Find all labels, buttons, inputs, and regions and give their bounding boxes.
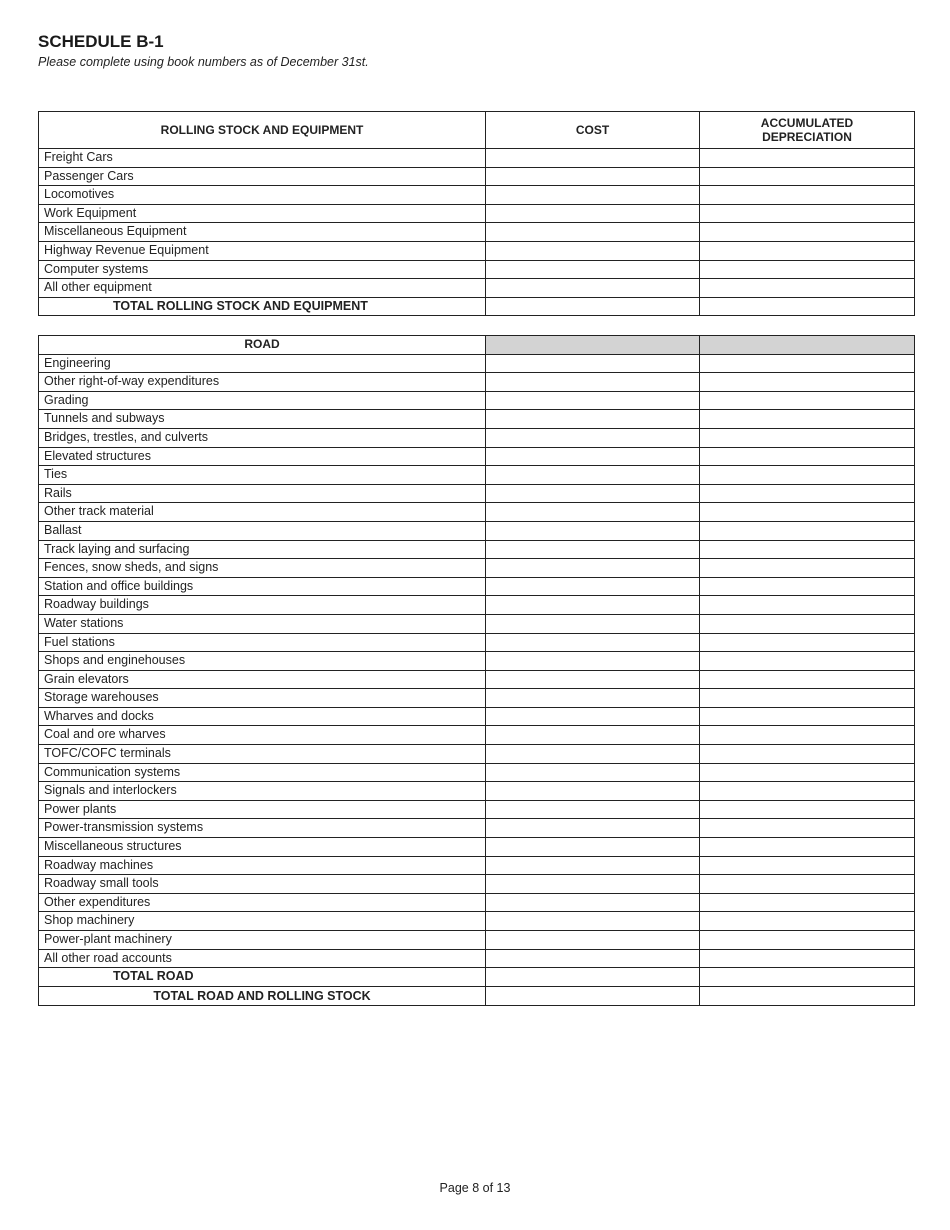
- row-label-highway-revenue-equipment: Highway Revenue Equipment: [39, 241, 486, 260]
- depreciation-input-cell[interactable]: [700, 986, 915, 1006]
- cost-input-cell[interactable]: [486, 540, 700, 559]
- table-row: [39, 819, 915, 838]
- table-row: [39, 596, 915, 615]
- cost-input-cell[interactable]: [486, 968, 700, 987]
- depreciation-input-cell[interactable]: [700, 782, 915, 801]
- cost-input-cell[interactable]: [486, 912, 700, 931]
- table-row: [39, 800, 915, 819]
- row-label-grading: Grading: [39, 391, 486, 410]
- table-row: [39, 297, 915, 316]
- cost-input-cell[interactable]: [486, 819, 700, 838]
- cost-input-cell[interactable]: [486, 745, 700, 764]
- cost-input-cell[interactable]: [486, 521, 700, 540]
- row-label-power-plant-machinery: Power-plant machinery: [39, 931, 486, 950]
- table-row: [39, 949, 915, 968]
- row-label-computer-systems: Computer systems: [39, 260, 486, 279]
- column-header-road: ROAD: [39, 336, 486, 355]
- row-label-roadway-small-tools: Roadway small tools: [39, 875, 486, 894]
- row-label-power-plants: Power plants: [39, 800, 486, 819]
- table-row: [39, 782, 915, 801]
- row-label-communication-systems: Communication systems: [39, 763, 486, 782]
- row-label-total-rolling-stock-and-equipment: TOTAL ROLLING STOCK AND EQUIPMENT: [39, 297, 486, 316]
- table-row: [39, 410, 915, 429]
- cost-input-cell[interactable]: [486, 838, 700, 857]
- cost-input-cell[interactable]: [486, 241, 700, 260]
- depreciation-input-cell[interactable]: [700, 745, 915, 764]
- table-row: [39, 223, 915, 242]
- row-label-signals-and-interlockers: Signals and interlockers: [39, 782, 486, 801]
- cost-input-cell[interactable]: [486, 354, 700, 373]
- table-row: [39, 447, 915, 466]
- row-label-total-road-and-rolling-stock: TOTAL ROAD AND ROLLING STOCK: [39, 986, 486, 1006]
- row-label-coal-and-ore-wharves: Coal and ore wharves: [39, 726, 486, 745]
- row-label-other-right-of-way-expenditures: Other right-of-way expenditures: [39, 373, 486, 392]
- table-row: [39, 260, 915, 279]
- table-row: [39, 875, 915, 894]
- table-row: [39, 428, 915, 447]
- table-row: [39, 689, 915, 708]
- depreciation-input-cell[interactable]: [700, 410, 915, 429]
- table-row: [39, 652, 915, 671]
- depreciation-input-cell[interactable]: [700, 484, 915, 503]
- table-row: [39, 241, 915, 260]
- table-row: [39, 856, 915, 875]
- depreciation-input-cell[interactable]: [700, 838, 915, 857]
- depreciation-input-cell[interactable]: [700, 149, 915, 168]
- table-row: [39, 373, 915, 392]
- row-label-miscellaneous-structures: Miscellaneous structures: [39, 838, 486, 857]
- row-label-bridges-trestles-and-culverts: Bridges, trestles, and culverts: [39, 428, 486, 447]
- cost-input-cell[interactable]: [486, 447, 700, 466]
- table-row: [39, 986, 915, 1006]
- cost-input-cell[interactable]: [486, 596, 700, 615]
- depreciation-input-cell[interactable]: [700, 279, 915, 298]
- cost-input-cell[interactable]: [486, 391, 700, 410]
- table-row: [39, 763, 915, 782]
- table-header-row: [39, 112, 915, 149]
- table-row: [39, 484, 915, 503]
- depreciation-input-cell[interactable]: [700, 875, 915, 894]
- row-label-miscellaneous-equipment: Miscellaneous Equipment: [39, 223, 486, 242]
- rolling-stock-table: [38, 111, 915, 316]
- depreciation-input-cell[interactable]: [700, 260, 915, 279]
- row-label-fences-snow-sheds-and-signs: Fences, snow sheds, and signs: [39, 559, 486, 578]
- depreciation-input-cell[interactable]: [700, 819, 915, 838]
- shaded-header-cell: [486, 336, 700, 355]
- accumulated-depreciation-text: ACCUMULATED DEPRECIATION: [760, 116, 854, 144]
- table-row: [39, 466, 915, 485]
- depreciation-input-cell[interactable]: [700, 893, 915, 912]
- cost-input-cell[interactable]: [486, 428, 700, 447]
- depreciation-input-cell[interactable]: [700, 633, 915, 652]
- instructions-text: Please complete using book numbers as of December 31st.: [38, 55, 369, 69]
- depreciation-input-cell[interactable]: [700, 931, 915, 950]
- row-label-shops-and-enginehouses: Shops and enginehouses: [39, 652, 486, 671]
- page-title: SCHEDULE B-1: [38, 32, 164, 51]
- depreciation-input-cell[interactable]: [700, 373, 915, 392]
- row-label-storage-warehouses: Storage warehouses: [39, 689, 486, 708]
- table-row: [39, 204, 915, 223]
- row-label-station-and-office-buildings: Station and office buildings: [39, 577, 486, 596]
- column-header-cost: COST: [486, 112, 700, 149]
- row-label-grain-elevators: Grain elevators: [39, 670, 486, 689]
- cost-input-cell[interactable]: [486, 782, 700, 801]
- cost-input-cell[interactable]: [486, 707, 700, 726]
- table-row: [39, 726, 915, 745]
- row-label-ties: Ties: [39, 466, 486, 485]
- cost-input-cell[interactable]: [486, 689, 700, 708]
- row-label-ballast: Ballast: [39, 521, 486, 540]
- table-row: [39, 391, 915, 410]
- table-row: [39, 893, 915, 912]
- depreciation-input-cell[interactable]: [700, 186, 915, 205]
- cost-input-cell[interactable]: [486, 204, 700, 223]
- table-row: [39, 540, 915, 559]
- row-label-fuel-stations: Fuel stations: [39, 633, 486, 652]
- depreciation-input-cell[interactable]: [700, 968, 915, 987]
- page-number: Page 8 of 13: [439, 1181, 511, 1195]
- table-row: [39, 149, 915, 168]
- row-label-all-other-road-accounts: All other road accounts: [39, 949, 486, 968]
- depreciation-input-cell[interactable]: [700, 726, 915, 745]
- table-row: [39, 503, 915, 522]
- cost-input-cell[interactable]: [486, 167, 700, 186]
- cost-input-cell[interactable]: [486, 763, 700, 782]
- depreciation-input-cell[interactable]: [700, 577, 915, 596]
- row-label-total-road: TOTAL ROAD: [39, 968, 486, 987]
- table-header-row: [39, 336, 915, 355]
- cost-input-cell[interactable]: [486, 893, 700, 912]
- row-label-work-equipment: Work Equipment: [39, 204, 486, 223]
- table-row: [39, 968, 915, 987]
- depreciation-input-cell[interactable]: [700, 559, 915, 578]
- cost-input-cell[interactable]: [486, 503, 700, 522]
- depreciation-input-cell[interactable]: [700, 707, 915, 726]
- depreciation-input-cell[interactable]: [700, 689, 915, 708]
- cost-input-cell[interactable]: [486, 931, 700, 950]
- depreciation-input-cell[interactable]: [700, 447, 915, 466]
- cost-input-cell[interactable]: [486, 949, 700, 968]
- cost-input-cell[interactable]: [486, 297, 700, 316]
- depreciation-input-cell[interactable]: [700, 241, 915, 260]
- table-row: [39, 670, 915, 689]
- cost-input-cell[interactable]: [486, 279, 700, 298]
- cost-input-cell[interactable]: [486, 875, 700, 894]
- table-row: [39, 577, 915, 596]
- cost-input-cell[interactable]: [486, 466, 700, 485]
- row-label-locomotives: Locomotives: [39, 186, 486, 205]
- table-row: [39, 354, 915, 373]
- table-row: [39, 912, 915, 931]
- depreciation-input-cell[interactable]: [700, 391, 915, 410]
- depreciation-input-cell[interactable]: [700, 428, 915, 447]
- depreciation-input-cell[interactable]: [700, 503, 915, 522]
- depreciation-input-cell[interactable]: [700, 596, 915, 615]
- cost-input-cell[interactable]: [486, 633, 700, 652]
- depreciation-input-cell[interactable]: [700, 223, 915, 242]
- row-label-engineering: Engineering: [39, 354, 486, 373]
- row-label-passenger-cars: Passenger Cars: [39, 167, 486, 186]
- depreciation-input-cell[interactable]: [700, 354, 915, 373]
- depreciation-input-cell[interactable]: [700, 614, 915, 633]
- cost-input-cell[interactable]: [486, 373, 700, 392]
- row-label-shop-machinery: Shop machinery: [39, 912, 486, 931]
- cost-input-cell[interactable]: [486, 577, 700, 596]
- table-row: [39, 559, 915, 578]
- table-row: [39, 633, 915, 652]
- row-label-tofc-cofc-terminals: TOFC/COFC terminals: [39, 745, 486, 764]
- depreciation-input-cell[interactable]: [700, 167, 915, 186]
- depreciation-input-cell[interactable]: [700, 912, 915, 931]
- row-label-freight-cars: Freight Cars: [39, 149, 486, 168]
- depreciation-input-cell[interactable]: [700, 540, 915, 559]
- depreciation-input-cell[interactable]: [700, 763, 915, 782]
- table-row: [39, 186, 915, 205]
- row-label-wharves-and-docks: Wharves and docks: [39, 707, 486, 726]
- depreciation-input-cell[interactable]: [700, 949, 915, 968]
- depreciation-input-cell[interactable]: [700, 521, 915, 540]
- depreciation-input-cell[interactable]: [700, 670, 915, 689]
- depreciation-input-cell[interactable]: [700, 856, 915, 875]
- cost-input-cell[interactable]: [486, 186, 700, 205]
- cost-input-cell[interactable]: [486, 726, 700, 745]
- cost-input-cell[interactable]: [486, 652, 700, 671]
- cost-input-cell[interactable]: [486, 149, 700, 168]
- table-row: [39, 707, 915, 726]
- cost-input-cell[interactable]: [486, 986, 700, 1006]
- row-label-other-expenditures: Other expenditures: [39, 893, 486, 912]
- row-label-roadway-buildings: Roadway buildings: [39, 596, 486, 615]
- depreciation-input-cell[interactable]: [700, 204, 915, 223]
- table-row: [39, 279, 915, 298]
- table-row: [39, 167, 915, 186]
- depreciation-input-cell[interactable]: [700, 652, 915, 671]
- cost-input-cell[interactable]: [486, 559, 700, 578]
- cost-input-cell[interactable]: [486, 800, 700, 819]
- depreciation-input-cell[interactable]: [700, 297, 915, 316]
- table-row: [39, 745, 915, 764]
- row-label-track-laying-and-surfacing: Track laying and surfacing: [39, 540, 486, 559]
- road-table: [38, 335, 915, 1006]
- depreciation-input-cell[interactable]: [700, 466, 915, 485]
- row-label-other-track-material: Other track material: [39, 503, 486, 522]
- column-header-accumulated-depreciation: [700, 112, 915, 149]
- cost-input-cell[interactable]: [486, 223, 700, 242]
- row-label-all-other-equipment: All other equipment: [39, 279, 486, 298]
- row-label-water-stations: Water stations: [39, 614, 486, 633]
- cost-input-cell[interactable]: [486, 260, 700, 279]
- row-label-power-transmission-systems: Power-transmission systems: [39, 819, 486, 838]
- row-label-roadway-machines: Roadway machines: [39, 856, 486, 875]
- row-label-tunnels-and-subways: Tunnels and subways: [39, 410, 486, 429]
- cost-input-cell[interactable]: [486, 614, 700, 633]
- depreciation-input-cell[interactable]: [700, 800, 915, 819]
- cost-input-cell[interactable]: [486, 856, 700, 875]
- row-label-rails: Rails: [39, 484, 486, 503]
- cost-input-cell[interactable]: [486, 670, 700, 689]
- column-header-rolling-stock: ROLLING STOCK AND EQUIPMENT: [39, 112, 486, 149]
- table-row: [39, 614, 915, 633]
- table-row: [39, 521, 915, 540]
- cost-input-cell[interactable]: [486, 484, 700, 503]
- table-row: [39, 838, 915, 857]
- row-label-elevated-structures: Elevated structures: [39, 447, 486, 466]
- table-row: [39, 931, 915, 950]
- cost-input-cell[interactable]: [486, 410, 700, 429]
- shaded-header-cell: [700, 336, 915, 355]
